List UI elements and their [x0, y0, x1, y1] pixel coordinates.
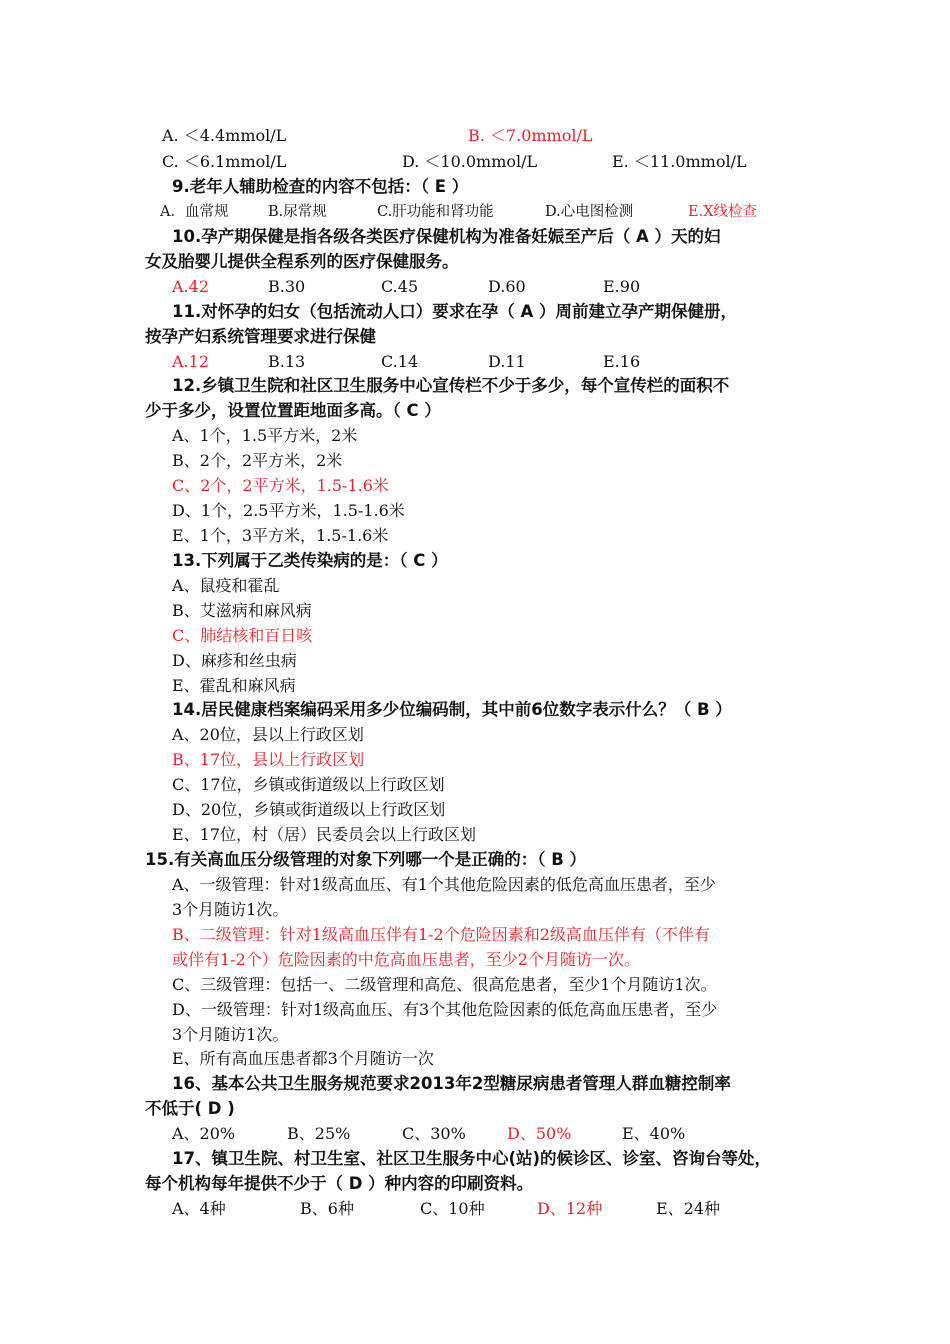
q13-option-b: B、艾滋病和麻风病 — [172, 601, 312, 620]
q15-option-c: C、三级管理：包括一、二级管理和高危、很高危患者，至少1个月随访1次。 — [172, 975, 717, 994]
q10-question-line1: 10.孕产期保健是指各级各类医疗保健机构为准备妊娠至产后（ A ）天的妇 — [172, 227, 721, 246]
q14-option-d: D、20位，乡镇或街道级以上行政区划 — [172, 800, 446, 819]
q10-option-b: B.30 — [268, 277, 306, 296]
q17-option-d: D、12种 — [537, 1199, 603, 1218]
q11-option-a: A.12 — [172, 352, 209, 371]
q11-question-line1: 11.对怀孕的妇女（包括流动人口）要求在孕（ A ）周前建立孕产期保健册， — [172, 302, 737, 321]
q11-option-d: D.11 — [488, 352, 526, 371]
q15-question: 15.有关高血压分级管理的对象下列哪一个是正确的：（ B ） — [145, 850, 587, 869]
q11-option-b: B.13 — [268, 352, 306, 371]
q16-option-c: C、30% — [402, 1124, 466, 1143]
q13-option-d: D、麻疹和丝虫病 — [172, 651, 297, 670]
q9-question: 9.老年人辅助检查的内容不包括：（ E ） — [172, 177, 469, 196]
q12-option-c: C、2个，2平方米，1.5-1.6米 — [172, 476, 389, 495]
q16-option-e: E、40% — [622, 1124, 686, 1143]
q8-option-a: A. ＜4.4mmol/L — [162, 126, 287, 145]
q14-option-e: E、17位，村（居）民委员会以上行政区划 — [172, 825, 477, 844]
q13-option-e: E、霍乱和麻风病 — [172, 676, 296, 695]
q10-option-a: A.42 — [172, 277, 209, 296]
q17-question-line2: 每个机构每年提供不少于（ D ）种内容的印刷资料。 — [145, 1174, 534, 1193]
q12-question-line2: 少于多少，设置位置距地面多高。（ C ） — [145, 401, 441, 420]
q9-option-d: D.心电图检测 — [545, 204, 634, 220]
q15-option-b-line1: B、二级管理：针对1级高血压伴有1-2个危险因素和2级高血压伴有（不伴有 — [172, 925, 710, 944]
q15-option-e: E、所有高血压患者都3个月随访一次 — [172, 1049, 434, 1068]
q13-option-c: C、肺结核和百日咳 — [172, 626, 313, 645]
q12-question-line1: 12.乡镇卫生院和社区卫生服务中心宣传栏不少于多少，每个宣传栏的面积不 — [172, 376, 730, 395]
q9-option-e: E.X线检查 — [688, 204, 758, 220]
q9-option-c: C.肝功能和肾功能 — [377, 204, 494, 220]
q14-option-c: C、17位，乡镇或街道级以上行政区划 — [172, 775, 445, 794]
q14-question: 14.居民健康档案编码采用多少位编码制，其中前6位数字表示什么？（ B ） — [172, 700, 732, 719]
q17-question-line1: 17、镇卫生院、村卫生室、社区卫生服务中心(站)的候诊区、诊室、咨询台等处， — [172, 1149, 772, 1168]
q12-option-b: B、2个，2平方米，2米 — [172, 451, 343, 470]
q12-option-a: A、1个，1.5平方米，2米 — [172, 426, 358, 445]
q17-option-c: C、10种 — [420, 1199, 485, 1218]
q13-option-a: A、鼠疫和霍乱 — [172, 576, 280, 595]
q15-option-a-line1: A、一级管理：针对1级高血压、有1个其他危险因素的低危高血压患者，至少 — [172, 875, 716, 894]
q16-question-line2: 不低于( D ) — [145, 1099, 235, 1118]
q17-option-a: A、4种 — [172, 1199, 226, 1218]
q10-option-c: C.45 — [381, 277, 419, 296]
q10-question-line2: 女及胎婴儿提供全程系列的医疗保健服务。 — [145, 252, 459, 271]
q10-option-d: D.60 — [488, 277, 526, 296]
q16-option-b: B、25% — [287, 1124, 351, 1143]
q13-question: 13.下列属于乙类传染病的是：（ C ） — [172, 551, 448, 570]
q16-option-a: A、20% — [172, 1124, 236, 1143]
q15-option-b-line2: 或伴有1-2个）危险因素的中危高血压患者，至少2个月随访一次。 — [172, 950, 640, 969]
q15-option-a-line2: 3个月随访1次。 — [172, 900, 289, 919]
q12-option-e: E、1个，3平方米，1.5-1.6米 — [172, 526, 389, 545]
q12-option-d: D、1个，2.5平方米，1.5-1.6米 — [172, 501, 405, 520]
q9-option-a: A．血常规 — [160, 204, 229, 220]
q11-option-e: E.16 — [603, 352, 641, 371]
q15-option-d-line1: D、一级管理：针对1级高血压、有3个其他危险因素的低危高血压患者，至少 — [172, 1000, 718, 1019]
q16-option-d: D、50% — [507, 1124, 572, 1143]
q11-question-line2: 按孕产妇系统管理要求进行保健 — [145, 327, 376, 346]
q15-option-d-line2: 3个月随访1次。 — [172, 1025, 289, 1044]
q17-option-e: E、24种 — [656, 1199, 721, 1218]
q17-option-b: B、6种 — [300, 1199, 354, 1218]
q11-option-c: C.14 — [381, 352, 419, 371]
q9-option-b: B.尿常规 — [268, 204, 327, 220]
q14-option-a: A、20位，县以上行政区划 — [172, 725, 364, 744]
q10-option-e: E.90 — [603, 277, 641, 296]
q8-option-b: B. ＜7.0mmol/L — [468, 126, 593, 145]
q14-option-b: B、17位，县以上行政区划 — [172, 750, 365, 769]
q8-option-d: D. ＜10.0mmol/L — [402, 152, 538, 171]
q16-question-line1: 16、基本公共卫生服务规范要求2013年2型糖尿病患者管理人群血糖控制率 — [172, 1074, 731, 1093]
q8-option-e: E. ＜11.0mmol/L — [612, 152, 747, 171]
q8-option-c: C. ＜6.1mmol/L — [162, 152, 287, 171]
